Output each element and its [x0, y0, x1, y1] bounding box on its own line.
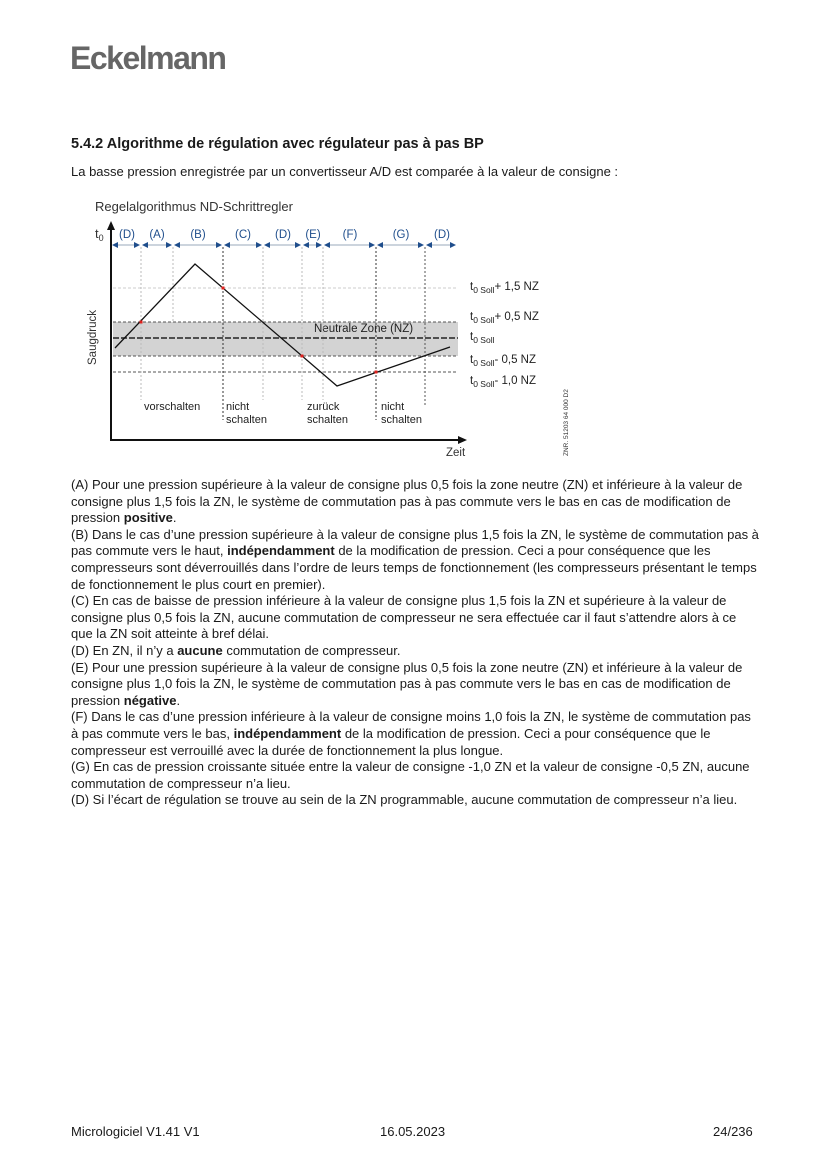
text: (G) En cas de pression croissante située entre la valeur de consigne -1,0 ZN et la valeur de consigne -0,5 ZN, aucune commutation de compresseur n’a lieu.: [71, 759, 750, 791]
level-label: $t_{0 Soll}$: [470, 331, 495, 345]
level-sub: 0 Soll: [473, 285, 495, 295]
drawing-reference: ZNR. 51203 64 000 D2: [563, 389, 570, 456]
switch-marker: [301, 355, 304, 358]
level-labels: [470, 281, 539, 389]
text: de la modification de pression. Ceci a pour conséquence que les compresseurs sont déverrouillés dans l’ordre de leurs temps de fonctionnement (les compresseurs présentant le temps de fonctionnement le plus court en premier).: [71, 543, 757, 592]
level-label: $t_{0 Soll}-$ 1,0 NZ: [470, 375, 537, 389]
level-label: $t_{0 Soll}+ 1,5$ NZ: [470, 281, 539, 295]
emphasis: indépendamment: [233, 725, 342, 741]
switch-marker: [375, 371, 378, 374]
text: (C) En cas de baisse de pression inférieure à la valeur de consigne plus 1,5 fois la ZN et supérieure à la valeur de consigne plus 0,5 fois la ZN, aucune commutation de compresseur ne sera effectuée car il faut s’attendre alors à ce que la ZN soit atteinte à bref délai.: [71, 593, 737, 642]
text: commutation de compresseur.: [222, 642, 401, 658]
level-suffix: + 0,5 NZ: [494, 311, 539, 323]
level-suffix: - 0,5 NZ: [494, 354, 537, 366]
action-label: zurück: [307, 401, 340, 413]
action-label: nicht: [226, 401, 250, 413]
emphasis: négative: [123, 692, 177, 708]
phase-label: (C): [235, 229, 251, 241]
neutral-zone-label: Neutrale Zone (NZ): [314, 323, 414, 335]
text: .: [172, 510, 177, 526]
description-body: [71, 477, 761, 809]
text: (D) Si l’écart de régulation se trouve au sein de la ZN programmable, aucune commutation de compresseur n’a lieu.: [71, 792, 738, 808]
action-label: schalten: [381, 414, 422, 426]
switch-marker: [222, 287, 225, 290]
paragraph-b: [71, 527, 761, 593]
action-labels: [144, 401, 422, 426]
phase-labels: [119, 229, 450, 241]
control-algorithm-diagram: [0, 190, 827, 470]
paragraph-a: [71, 477, 761, 527]
phase-label: (A): [149, 229, 165, 241]
text: (F) Dans le cas d’une pression inférieure à la valeur de consigne moins 1,0 fois la ZN, le système de commutation pas à pas commute vers le bas,: [71, 709, 751, 741]
paragraph-c: [71, 593, 761, 643]
text: de la modification de pression. Ceci a pour conséquence que le compresseur est verrouillé avec la durée de fonctionnement la plus longue.: [71, 725, 711, 758]
text: .: [176, 692, 181, 708]
paragraph-e: [71, 660, 761, 710]
eckelmann-logo: Eckelmann: [70, 40, 226, 76]
text: (B) Dans le cas d’une pression supérieure à la valeur de consigne plus 1,5 fois la ZN, le système de commutation pas à pas commute vers le haut,: [71, 526, 759, 559]
section-heading: 5.4.2 Algorithme de régulation avec régulateur pas à pas BP: [71, 136, 484, 152]
action-label: nicht: [381, 401, 405, 413]
emphasis: indépendamment: [227, 543, 335, 559]
action-label: schalten: [307, 414, 348, 426]
x-axis-label: Zeit: [446, 447, 466, 459]
intro-text: La basse pression enregistrée par un convertisseur A/D est comparée à la valeur de consigne :: [71, 164, 619, 179]
y-axis-symbol: t: [95, 226, 99, 241]
phase-label: (G): [392, 229, 410, 241]
text: (E) Pour une pression supérieure à la valeur de consigne plus 0,5 fois la zone neutre (ZN) et inférieure à la valeur de consigne plus 1,0 fois la ZN, le système de commutation pas à pas commute vers le bas en cas de modification de pression: [71, 659, 743, 708]
footer-software-version: Micrologiciel V1.41 V1: [71, 1124, 200, 1139]
emphasis: positive: [123, 510, 173, 526]
switch-marker: [140, 321, 143, 324]
level-label: $t_{0 Soll}+ 0,5$ NZ: [470, 311, 539, 325]
phase-label: (D): [434, 229, 450, 241]
level-sub: 0 Soll: [473, 358, 495, 368]
phase-label: (B): [190, 229, 206, 241]
y-axis-arrow-icon: [107, 221, 115, 230]
y-axis-symbol-sub: 0: [98, 233, 104, 243]
level-sub: 0 Soll: [473, 335, 495, 345]
footer-page-number: 24/236: [713, 1124, 753, 1139]
phase-label: (D): [275, 229, 291, 241]
action-label: schalten: [226, 414, 267, 426]
level-suffix: - 1,0 NZ: [494, 375, 537, 387]
phase-label: (E): [305, 229, 321, 241]
level-suffix: + 1,5 NZ: [494, 281, 539, 293]
level-label: $t_{0 Soll}-$ 0,5 NZ: [470, 354, 537, 368]
level-sub: 0 Soll: [473, 315, 495, 325]
diagram-title: Regelalgorithmus ND-Schrittregler: [95, 199, 293, 214]
x-axis-arrow-icon: [458, 436, 467, 444]
phase-label: (D): [119, 229, 135, 241]
paragraph-d2: [71, 792, 761, 809]
phase-label: (F): [342, 229, 358, 241]
footer-date: 16.05.2023: [380, 1124, 446, 1139]
svg-text:t0: [95, 226, 104, 243]
level-sub: 0 Soll: [473, 379, 495, 389]
y-axis-label: Saugdruck: [87, 310, 99, 365]
action-label: vorschalten: [144, 401, 201, 413]
text: (D) En ZN, il n’y a: [71, 642, 178, 658]
paragraph-g: [71, 759, 761, 792]
text: (A) Pour une pression supérieure à la valeur de consigne plus 0,5 fois la zone neutre (ZN) et inférieure à la valeur de consigne plus 1,5 fois la ZN, le système de commutation pas à pas commute vers le bas en cas de modification de pression: [71, 477, 743, 526]
emphasis: aucune: [177, 642, 223, 658]
paragraph-d: [71, 643, 761, 660]
paragraph-f: [71, 709, 761, 759]
